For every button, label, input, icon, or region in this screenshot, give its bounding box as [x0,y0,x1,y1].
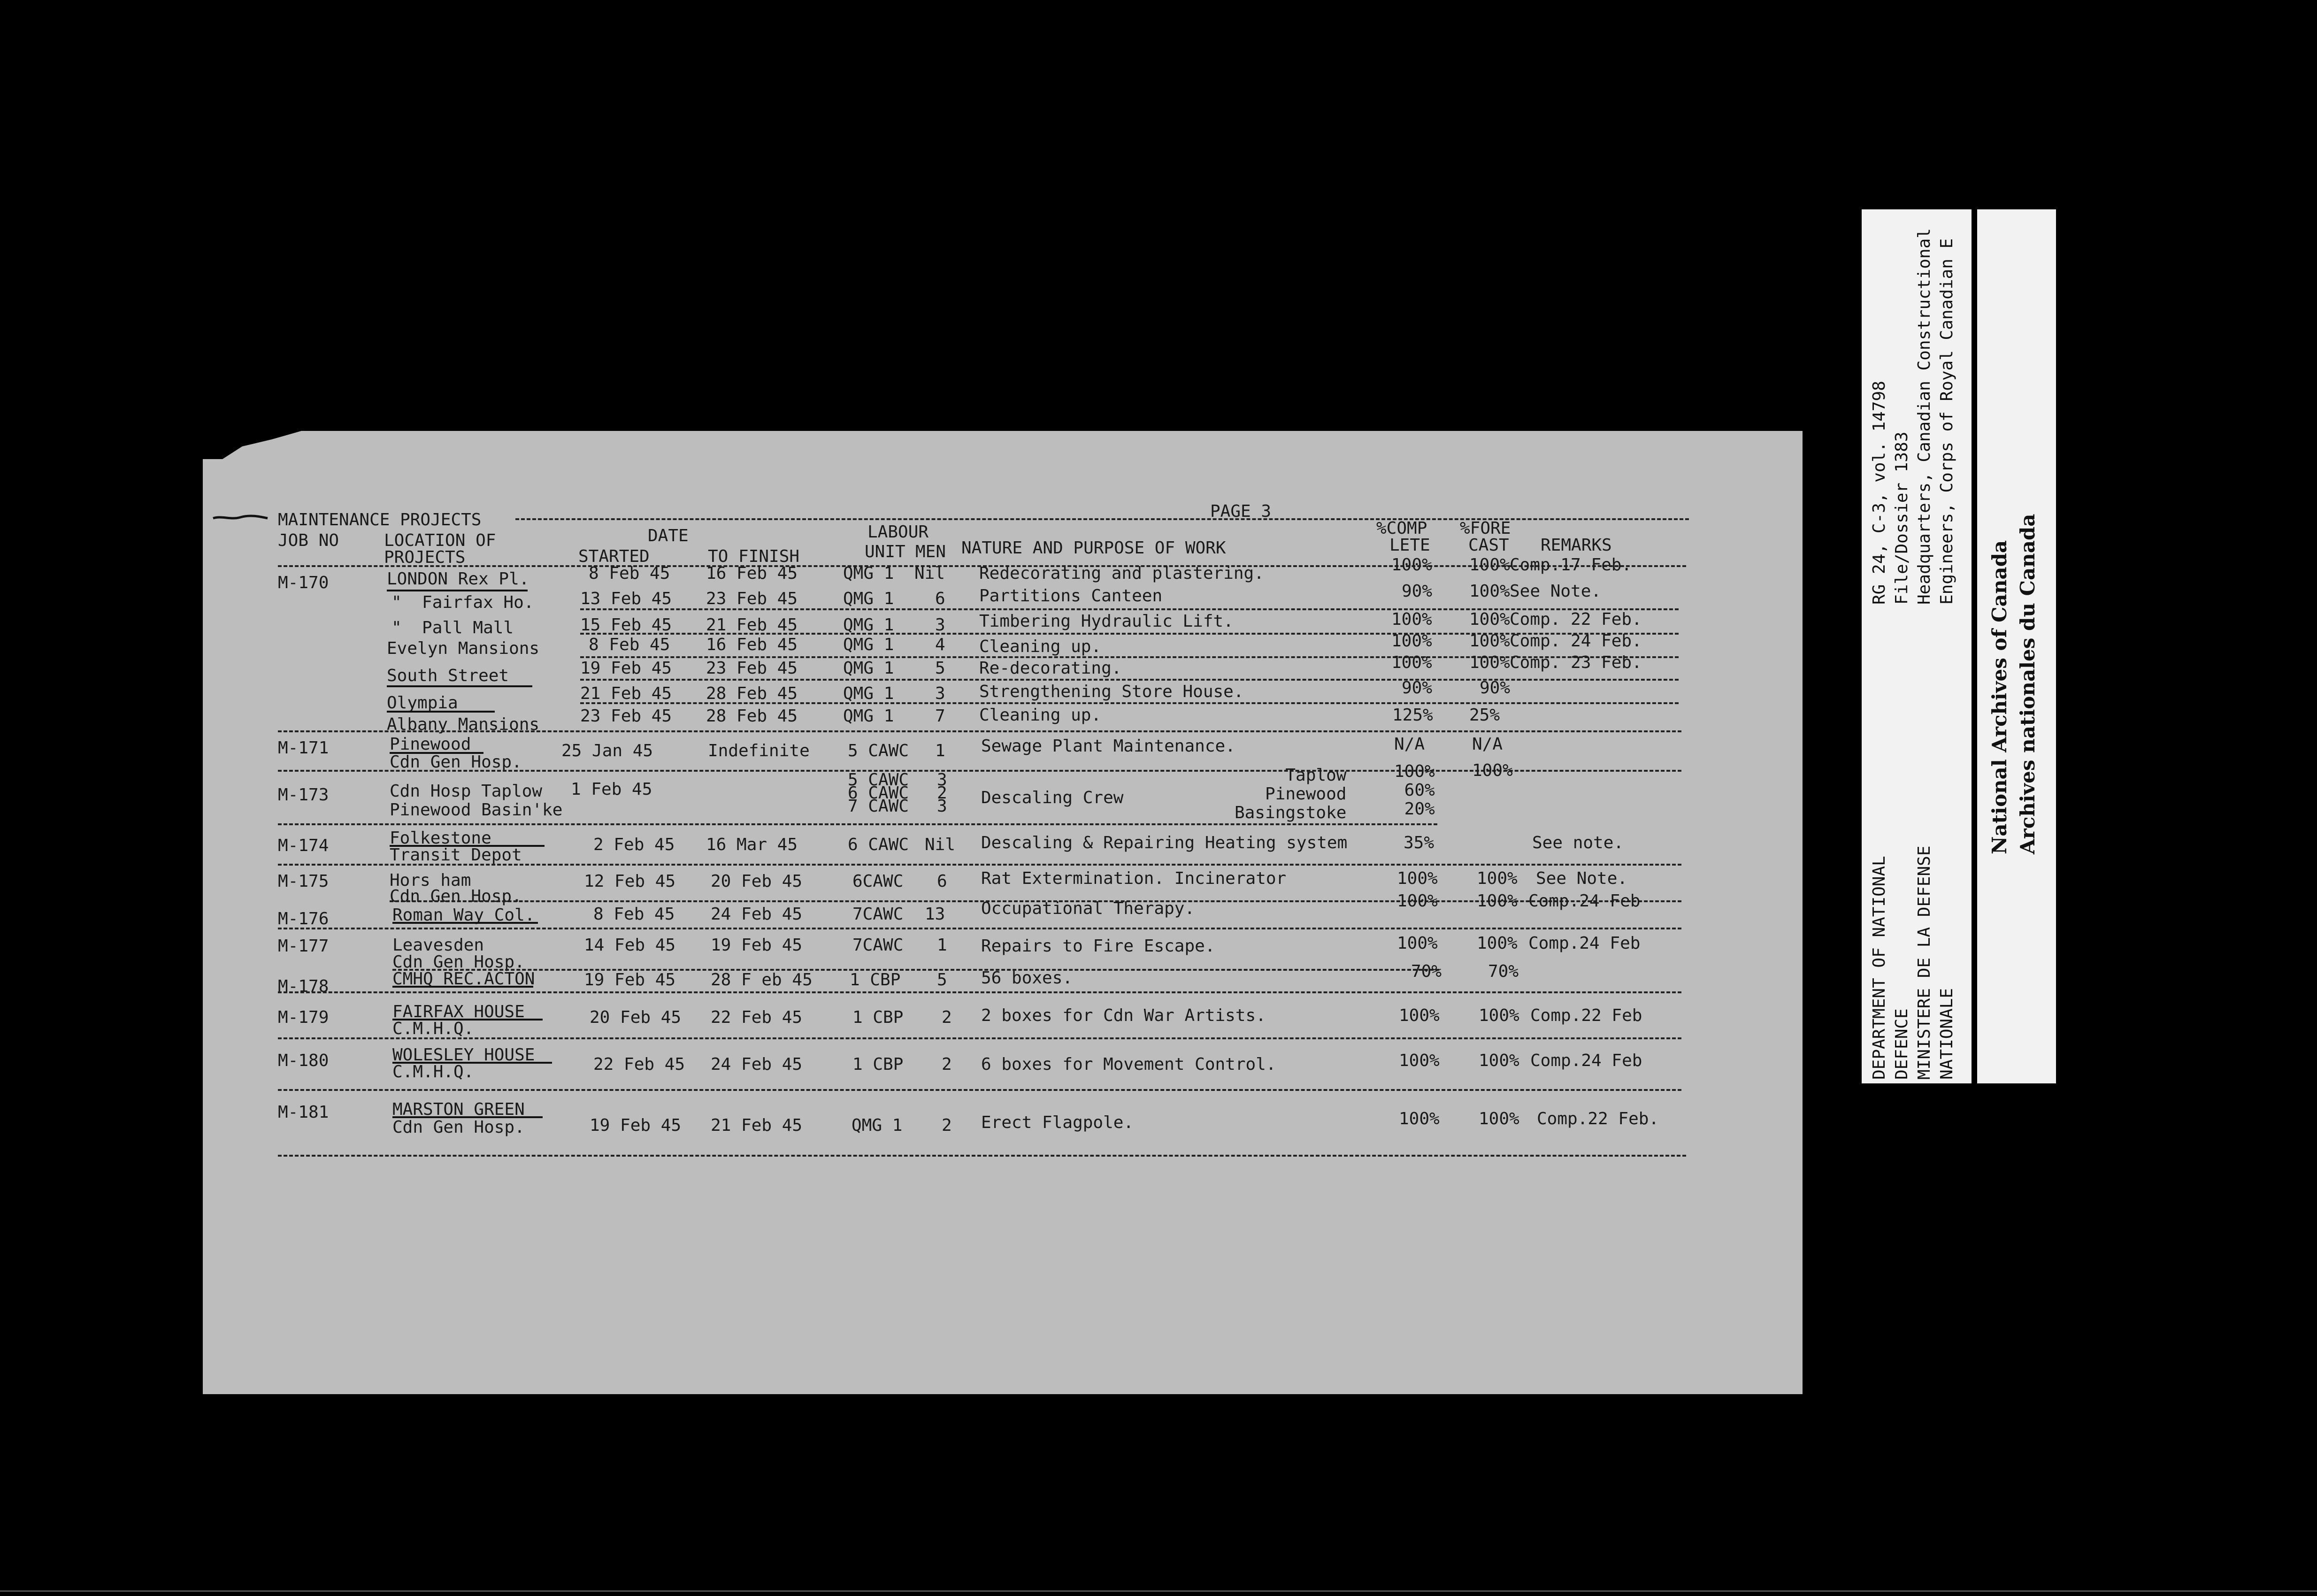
location: Folkestone [390,829,491,848]
percent-forecast: 25% [1469,706,1500,725]
location-detail: Transit Depot [390,845,522,865]
row-rule [392,969,1439,971]
work-description: Timbering Hydraulic Lift. [979,612,1234,631]
labour-men: 3 [935,615,945,635]
pen-mark [212,514,269,521]
job-number: M-171 [278,738,329,758]
location: Olympia [387,693,458,713]
location: Leavesden [392,936,484,955]
header-location-2: PROJECTS [384,548,466,567]
remarks: Comp. 23 Feb. [1510,653,1642,672]
location-detail: Cdn Gen Hosp. [390,887,522,906]
date-started: 19 Feb 45 [580,659,672,678]
archive-ref-4: Engineers, Corps of Royal Canadian E [1937,238,1956,605]
location-detail: Cdn Gen Hosp. [390,752,522,772]
archive-ref-1: RG 24, C-3, vol. 14798 [1870,381,1889,605]
labour-unit: 6 CAWC [848,835,909,854]
archive-dept-1: DEPARTMENT OF NATIONAL [1870,856,1889,1080]
percent-forecast: 100% [1477,934,1518,953]
work-description: Erect Flagpole. [981,1113,1134,1132]
location: Cdn Hosp Taplow [390,782,543,801]
header-date: DATE [648,526,689,545]
archive-dept-3: MINISTERE DE LA DEFENSE [1915,845,1934,1080]
date-finish: 23 Feb 45 [706,589,798,608]
header-comp-1: %COMP [1376,519,1427,538]
remarks: Comp. 24 Feb. [1510,631,1642,651]
labour-men: 6 [935,589,945,608]
date-started: 1 Feb 45 [571,780,652,799]
percent-forecast: 100% [1479,1006,1519,1025]
work-description: Descaling Crew [981,788,1124,807]
percent-forecast: 100% [1469,653,1510,672]
work-description: Cleaning up. [979,637,1102,656]
location: South Street [387,666,509,685]
header-nature: NATURE AND PURPOSE OF WORK [961,538,1226,558]
job-number: M-173 [278,785,329,805]
date-started: 12 Feb 45 [584,872,676,891]
labour-unit: QMG 1 [843,684,894,703]
percent-forecast: 100% [1469,582,1510,601]
percent-complete: 100% [1391,610,1432,629]
labour-unit: QMG 1 [843,615,894,635]
date-started: 23 Feb 45 [580,706,672,726]
percent-forecast: 100% [1472,761,1513,780]
location: Evelyn Mansions [387,639,540,658]
labour-unit: QMG 1 [843,706,894,726]
remarks: Comp.22 Feb. [1537,1109,1659,1128]
archive-name-en: National Archives of Canada [1988,540,2011,854]
date-started: 20 Feb 45 [590,1008,682,1027]
labour-unit: 5 CAWC 6 CAWC 7 CAWC [848,770,909,816]
row-rule [580,679,1679,681]
row-rule [580,702,1679,704]
location-underline [387,711,495,713]
location-detail: C.M.H.Q. [392,1062,474,1082]
labour-men: 1 [935,741,945,760]
percent-forecast: N/A [1472,735,1503,754]
date-finish: 16 Mar 45 [706,835,798,854]
job-number: M-181 [278,1103,329,1122]
date-started: 13 Feb 45 [580,589,672,608]
header-labour: LABOUR [867,522,929,542]
labour-unit: 5 CAWC [848,741,909,760]
location: Pinewood [390,735,471,754]
percent-forecast: 100% [1477,891,1518,911]
percent-forecast: 100% [1469,610,1510,629]
work-description: Descaling & Repairing Heating system [981,833,1348,852]
percent-complete: 100% [1399,1109,1440,1128]
location: CMHQ REC.ACTON [392,969,535,989]
archive-ref-3: Headquarters, Canadian Constructional [1915,228,1934,605]
location-underline [392,1062,552,1064]
job-number: M-174 [278,836,329,855]
percent-complete: 100% 60% 20% [1394,762,1435,819]
header-job-no: JOB NO [278,531,339,550]
labour-men: 1 [937,936,947,955]
job-number: M-175 [278,872,329,891]
labour-men: 2 [942,1116,952,1135]
percent-complete: 90% [1402,582,1433,601]
labour-men: 2 [942,1055,952,1074]
date-finish: 28 Feb 45 [706,684,798,703]
job-number: M-177 [278,936,329,956]
location-detail: C.M.H.Q. [392,1019,474,1038]
labour-unit: QMG 1 [852,1116,903,1135]
percent-complete: 125% [1392,706,1433,725]
percent-complete: 100% [1397,891,1438,911]
job-number: M-170 [278,573,329,592]
labour-men: 5 [937,970,947,990]
work-description: Rat Extermination. Incinerator [981,869,1287,888]
work-description: Partitions Canteen [979,586,1163,606]
header-remarks: REMARKS [1541,536,1612,555]
location: LONDON Rex Pl. [387,569,529,589]
percent-complete: 70% [1411,962,1442,981]
header-fore-2: CAST [1468,536,1509,555]
location: MARSTON GREEN [392,1100,525,1119]
percent-forecast: 70% [1488,962,1519,981]
job-number: M-178 [278,977,329,996]
date-finish: Indefinite [708,741,810,760]
date-started: 15 Feb 45 [580,615,672,635]
scanner-edge-line [0,1590,2317,1592]
location: Albany Mansions [387,715,540,734]
labour-men: 13 [925,905,945,924]
labour-men: 6 [937,872,947,891]
work-sites: Taplow Pinewood Basingstoke [1235,766,1347,822]
location-detail: Cdn Gen Hosp. [392,952,525,972]
percent-forecast: 100% [1469,555,1510,575]
location-underline [390,752,483,754]
date-finish: 20 Feb 45 [711,872,803,891]
date-started: 19 Feb 45 [584,970,676,990]
location-underline [390,845,545,847]
work-description: Sewage Plant Maintenance. [981,737,1235,756]
archive-label-divider [2056,209,2058,1083]
labour-unit: QMG 1 [843,564,894,583]
row-rule [278,1089,1681,1091]
location-detail: Cdn Gen Hosp. [392,1118,525,1137]
location-underline [392,1116,543,1118]
work-description: Repairs to Fire Escape. [981,936,1215,956]
row-rule [278,1037,1681,1039]
percent-forecast: 100% [1469,631,1510,651]
header-unit: UNIT [865,542,905,561]
job-number: M-176 [278,909,329,928]
remarks: Comp.24 Feb [1528,934,1641,953]
date-started: 19 Feb 45 [590,1116,682,1135]
work-description: Cleaning up. [979,706,1102,725]
archive-name-fr: Archives nationales du Canada [2016,514,2039,854]
percent-complete: 35% [1404,833,1435,852]
row-rule [278,864,1681,866]
labour-unit: 1 CBP [850,970,901,990]
work-description: Occupational Therapy. [981,899,1195,918]
work-description: 2 boxes for Cdn War Artists. [981,1006,1266,1025]
work-description: Re-decorating. [979,659,1122,678]
labour-unit: 6CAWC [852,872,904,891]
header-rule-top [515,518,1689,520]
labour-men: 3 2 3 [937,770,947,816]
remarks: Comp.24 Feb [1530,1051,1642,1070]
date-finish: 24 Feb 45 [711,1055,803,1074]
job-number: M-179 [278,1008,329,1027]
percent-complete: N/A [1394,735,1425,754]
percent-forecast: 100% [1477,869,1518,888]
archive-dept-4: NATIONALE [1937,988,1956,1080]
labour-unit: 1 CBP [852,1055,904,1074]
header-to-finish: TO FINISH [708,547,800,566]
header-men: MEN [915,542,946,561]
location: Roman Way Col. [392,905,535,925]
labour-men: 7 [935,706,945,726]
location-underline [392,922,538,924]
header-location-1: LOCATION OF [384,531,496,550]
remarks: See Note. [1536,869,1628,888]
job-number: M-180 [278,1051,329,1070]
row-rule [278,823,1437,825]
remarks: Comp.22 Feb [1530,1006,1642,1025]
row-rule [278,928,1681,929]
row-rule [278,991,1681,993]
work-description: Redecorating and plastering. [979,564,1264,583]
labour-unit: QMG 1 [843,589,894,608]
date-finish: 22 Feb 45 [711,1008,803,1027]
location-detail: Pinewood Basin'ke [390,800,563,820]
remarks: Comp.17 Feb. [1510,555,1632,575]
labour-men: 5 [935,659,945,678]
date-started: 14 Feb 45 [584,936,676,955]
remarks: See note. [1532,833,1624,852]
table-bottom-rule [278,1155,1686,1157]
labour-unit: 1 CBP [852,1008,904,1027]
date-started: 25 Jan 45 [561,741,653,760]
labour-men: 4 [935,635,945,654]
percent-complete: 100% [1391,653,1432,672]
date-started: 8 Feb 45 [589,564,670,583]
percent-complete: 100% [1397,934,1438,953]
percent-forecast: 100% [1479,1109,1519,1128]
date-finish: 16 Feb 45 [706,564,798,583]
date-finish: 24 Feb 45 [711,905,803,924]
date-finish: 16 Feb 45 [706,635,798,654]
date-started: 8 Feb 45 [589,635,670,654]
header-fore-1: %FORE [1460,519,1511,538]
row-rule [278,730,1681,732]
date-finish: 23 Feb 45 [706,659,798,678]
percent-complete: 100% [1391,631,1432,651]
labour-unit: QMG 1 [843,659,894,678]
labour-men: 2 [942,1008,952,1027]
labour-men: Nil [925,835,956,854]
remarks: Comp.24 Feb [1528,891,1641,911]
date-started: 2 Feb 45 [593,835,675,854]
location: FAIRFAX HOUSE [392,1002,525,1021]
date-started: 22 Feb 45 [593,1055,685,1074]
date-finish: 21 Feb 45 [706,615,798,635]
percent-complete: 100% [1391,555,1432,575]
header-started: STARTED [578,547,650,566]
page-label: PAGE 3 [1210,502,1272,521]
work-description: 56 boxes. [981,968,1073,988]
date-finish: 19 Feb 45 [711,936,803,955]
archive-ref-2: File/Dossier 1383 [1892,431,1911,605]
remarks: Comp. 22 Feb. [1510,610,1642,629]
header-comp-2: LETE [1389,536,1430,555]
date-finish: 28 Feb 45 [706,706,798,726]
labour-unit: 7CAWC [852,905,904,924]
labour-men: Nil [914,564,945,583]
row-rule [278,770,1681,772]
labour-men: 3 [935,684,945,703]
archive-dept-2: DEFENCE [1892,1008,1911,1080]
work-description: Strengthening Store House. [979,682,1244,701]
location-underline [392,986,533,988]
date-finish: 28 F eb 45 [711,970,813,990]
percent-complete: 100% [1399,1051,1440,1070]
location: " Pall Mall [391,618,514,637]
percent-forecast: 90% [1480,678,1511,698]
labour-unit: 7CAWC [852,936,904,955]
date-started: 21 Feb 45 [580,684,672,703]
percent-forecast: 100% [1479,1051,1519,1070]
location: Hors ham [390,871,471,890]
location: " Fairfax Ho. [391,593,534,612]
percent-complete: 90% [1402,678,1433,698]
location-underline [387,685,532,687]
section-title: MAINTENANCE PROJECTS [278,510,482,529]
date-finish: 21 Feb 45 [711,1116,803,1135]
percent-complete: 100% [1399,1006,1440,1025]
remarks: See Note. [1510,582,1602,601]
archive-label-separator [1972,209,1977,1083]
location: WOLESLEY HOUSE [392,1045,535,1065]
date-started: 8 Feb 45 [593,905,675,924]
location-underline [387,590,528,591]
work-description: 6 boxes for Movement Control. [981,1055,1276,1074]
percent-complete: 100% [1397,869,1438,888]
labour-unit: QMG 1 [843,635,894,654]
location-underline [392,1019,543,1021]
